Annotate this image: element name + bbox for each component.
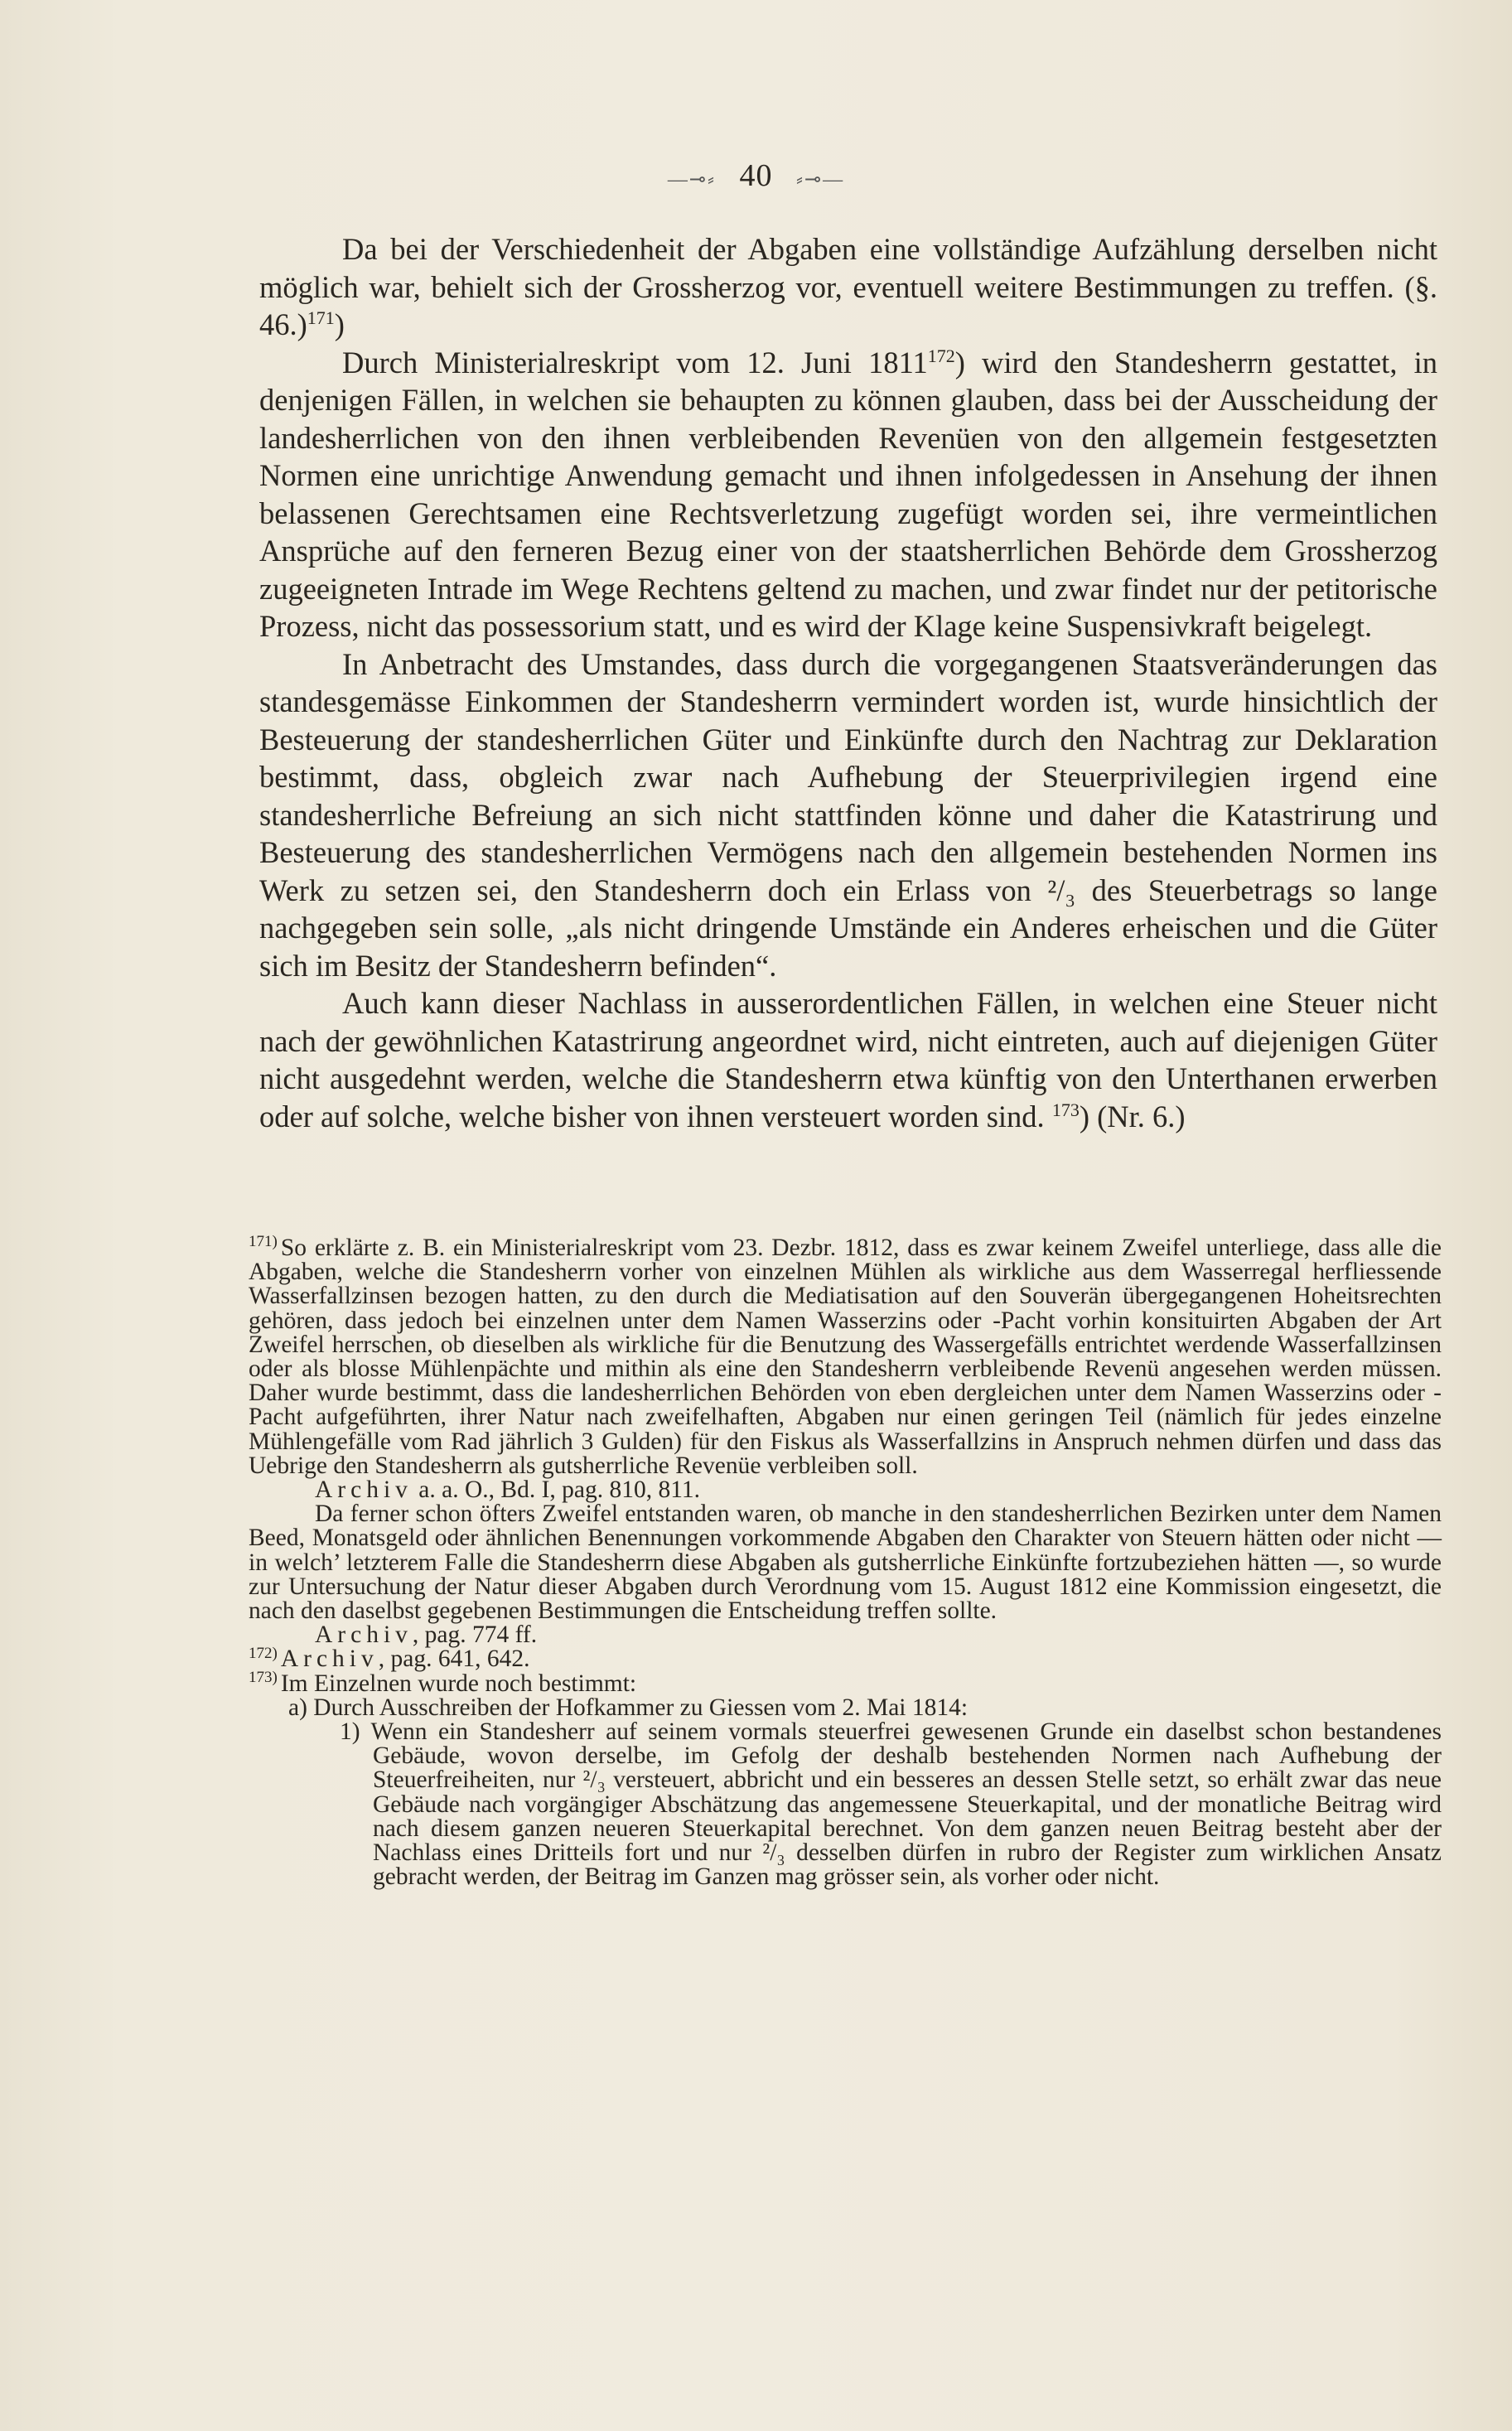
footnote-ref-172: 172 bbox=[927, 345, 955, 366]
paragraph-4 bbox=[259, 984, 1437, 1135]
paragraph-2-text-b: ) wird den Standesherrn gestattet, in denjenigen Fällen, in welchen sie behaupten zu können glauben, dass bei der Ausscheidung der landesherrlichen von den ihnen verbleibenden Revenüen von den allgemein festgesetzten Normen eine unrichtige Anwendung gemacht und ihnen infolgedessen in Ansehung der ihnen belassenen Gerechtsamen eine Rechtsverletzung zugefügt worden sei, ihre vermeintlichen Ansprüche auf den ferneren Bezug einer von der staatsherrlichen Behörde dem Grossherzog zugeeigneten Intrade im Wege Rechtens geltend zu machen, und zwar findet nur der petitorische Prozess, nicht das possessorium statt, und es wird der Klage keine Suspensivkraft beigelegt. bbox=[259, 345, 1437, 643]
footnote-173-number: 173) bbox=[249, 1668, 278, 1686]
paragraph-1-text: Da bei der Verschiedenheit der Abgaben eine vollständige Aufzählung derselben nicht möglich war, behielt sich der Grossherzog vor, eventuell weitere Bestimmungen zu treffen. (§. 46.) bbox=[259, 232, 1437, 341]
footnote-171-citation-1 bbox=[249, 1478, 1442, 1502]
footnote-173-text: Im Einzelnen wurde noch bestimmt: bbox=[280, 1670, 637, 1697]
citation-2-ref: , pag. 774 ff. bbox=[412, 1621, 538, 1649]
citation-1-archiv: Archiv bbox=[315, 1476, 413, 1504]
footnote-173-item-1: 1) Wenn ein Standesherr auf seinem vormals steuerfrei gewesenen Grunde ein daselbst schon bestandenes Gebäude, wovon derselbe, im Gefolg der deshalb bestehenden Normen nach Aufhebung der Steuerfreiheiten, nur ²/₃ versteuert, abbricht und ein besseres an dessen Stelle setzt, so erhält zwar das neue Gebäude nach vorgängiger Abschätzung das angemessene Steuerkapital, und der monatliche Beitrag wird nach diesem ganzen neueren Steuerkapital berechnet. Von dem ganzen neuen Beitrag besteht aber der Nachlass eines Dritteils fort und nur ²/₃ desselben dürfen in rubro der Register zum wirklichen Ansatz gebracht werden, der Beitrag im Ganzen mag grösser sein, als vorher oder nicht. bbox=[340, 1718, 1442, 1891]
footnote-ref-173: 173 bbox=[1051, 1099, 1080, 1120]
paragraph-4-text-b: ) (Nr. 6.) bbox=[1079, 1099, 1186, 1133]
footnote-172-archiv: Archiv bbox=[280, 1646, 379, 1673]
paragraph-1-end: ) bbox=[334, 307, 345, 341]
footnote-171-citation-2 bbox=[249, 1623, 1442, 1647]
footnote-172-text: , pag. 641, 642. bbox=[378, 1646, 530, 1673]
paragraph-3: In Anbetracht des Umstandes, dass durch die vorgegangenen Staatsveränderungen das standesgemässe Einkommen der Standesherrn vermindert worden ist, wurde hinsichtlich der Besteuerung der standesherrlichen Güter und Einkünfte durch den Nachtrag zur Deklaration bestimmt, dass, obgleich zwar nach Aufhebung der Steuerprivilegien irgend eine standesherrliche Befreiung an sich nicht stattfinden könne und daher die Katastrirung und Besteuerung des standesherrlichen Vermögens nach den allgemein bestehenden Normen ins Werk zu setzen sei, den Standesherrn doch ein Erlass von ²/₃ des Steuerbetrags so lange nachgegeben sein solle, „als nicht dringende Umstände ein Anderes erheischen und die Güter sich im Besitz der Standesherrn befinden“. bbox=[259, 646, 1437, 983]
paragraph-2-text-a: Durch Ministerialreskript vom 12. Juni 1811 bbox=[342, 345, 928, 379]
footnote-ref-171: 171 bbox=[307, 307, 335, 328]
footnote-173-item-a: a) Durch Ausschreiben der Hofkammer zu Giessen vom 2. Mai 1814: bbox=[288, 1694, 969, 1721]
footnote-172 bbox=[249, 1644, 1442, 1673]
citation-2-archiv: Archiv bbox=[315, 1621, 413, 1649]
paragraph-4-text-a: Auch kann dieser Nachlass in ausserordentlichen Fällen, in welchen eine Steuer nicht nach der gewöhnlichen Katastrirung angeordnet wird, nicht eintreten, auch auf diejenigen Güter nicht ausgedehnt werden, welche die Standesherrn etwa künftig von den Unterthanen erwerben oder auf solche, welche bisher von ihnen versteuert worden sind. bbox=[259, 986, 1437, 1133]
page-header bbox=[0, 157, 1512, 194]
header-ornament-left: —⊸⸗ bbox=[667, 169, 716, 191]
paragraph-2 bbox=[259, 344, 1437, 645]
citation-1-ref: a. a. O., Bd. I, pag. 810, 811. bbox=[412, 1476, 701, 1504]
main-text bbox=[259, 230, 1437, 1135]
footnote-173 bbox=[249, 1668, 1442, 1697]
footnote-171-text: So erklärte z. B. ein Ministerialreskript vom 23. Dezbr. 1812, dass es zwar keinem Zweifel unterliege, dass alle die Abgaben, welche die Standesherrn vorher von einzelnen Mühlen als wirkliche aus dem Wasserregal herfliessende Wasserfallzinsen bezogen hatten, zu den durch die Mediatisation auf den Souverän übergegangenen Hoheitsrechten gehören, dass jedoch bei einzelnen unter dem Namen Wasserzins oder -Pacht vorhin konsituirten Abgaben der Art Zweifel herrschen, ob dieselben als wirkliche für die Benutzung des Wassergefälls entrichtet werdende Wasserfallzinsen oder als blosse Mühlenpächte und mithin als eine den Standesherrn verbleibende Revenü angesehen werden müssen. Daher wurde bestimmt, dass die landesherrlichen Behörden von eben dergleichen unter dem Namen Wasserzins oder -Pacht aufgeführten, ihrer Natur nach zweifelhaften, Abgaben nur einen geringen Teil (nämlich für jedes einzelne Mühlengefälle vom Rad jährlich 3 Gulden) für den Fiskus als Wasserfallzins in Anspruch nehmen dürfen und dass das Uebrige den Standesherrn als gutsherrliche Revenüe verbleiben soll. bbox=[249, 1235, 1442, 1479]
footnote-172-number: 172) bbox=[249, 1644, 278, 1662]
page-number: 40 bbox=[739, 158, 773, 193]
footnotes bbox=[249, 1233, 1442, 1891]
header-ornament-right: ⸗⊸— bbox=[796, 169, 845, 191]
footnote-171 bbox=[249, 1233, 1442, 1479]
footnote-171-number: 171) bbox=[249, 1233, 278, 1251]
paragraph-1 bbox=[259, 230, 1437, 344]
footnote-171-paragraph-2: Da ferner schon öfters Zweifel entstanden waren, ob manche in den standesherrlichen Bezirken unter dem Namen Beed, Monatsgeld oder ähnlichen Benennungen vorkommende Abgaben den Charakter von Steuern hätten oder nicht — in welch’ letzterem Falle die Standesherrn diese Abgaben als gutsherrliche Einkünfte fortzubeziehen hätten —, so wurde zur Untersuchung der Natur dieser Abgaben durch Verordnung vom 15. August 1812 eine Kommission eingesetzt, die nach den daselbst gegebenen Bestimmungen die Entscheidung treffen sollte. bbox=[249, 1501, 1442, 1625]
